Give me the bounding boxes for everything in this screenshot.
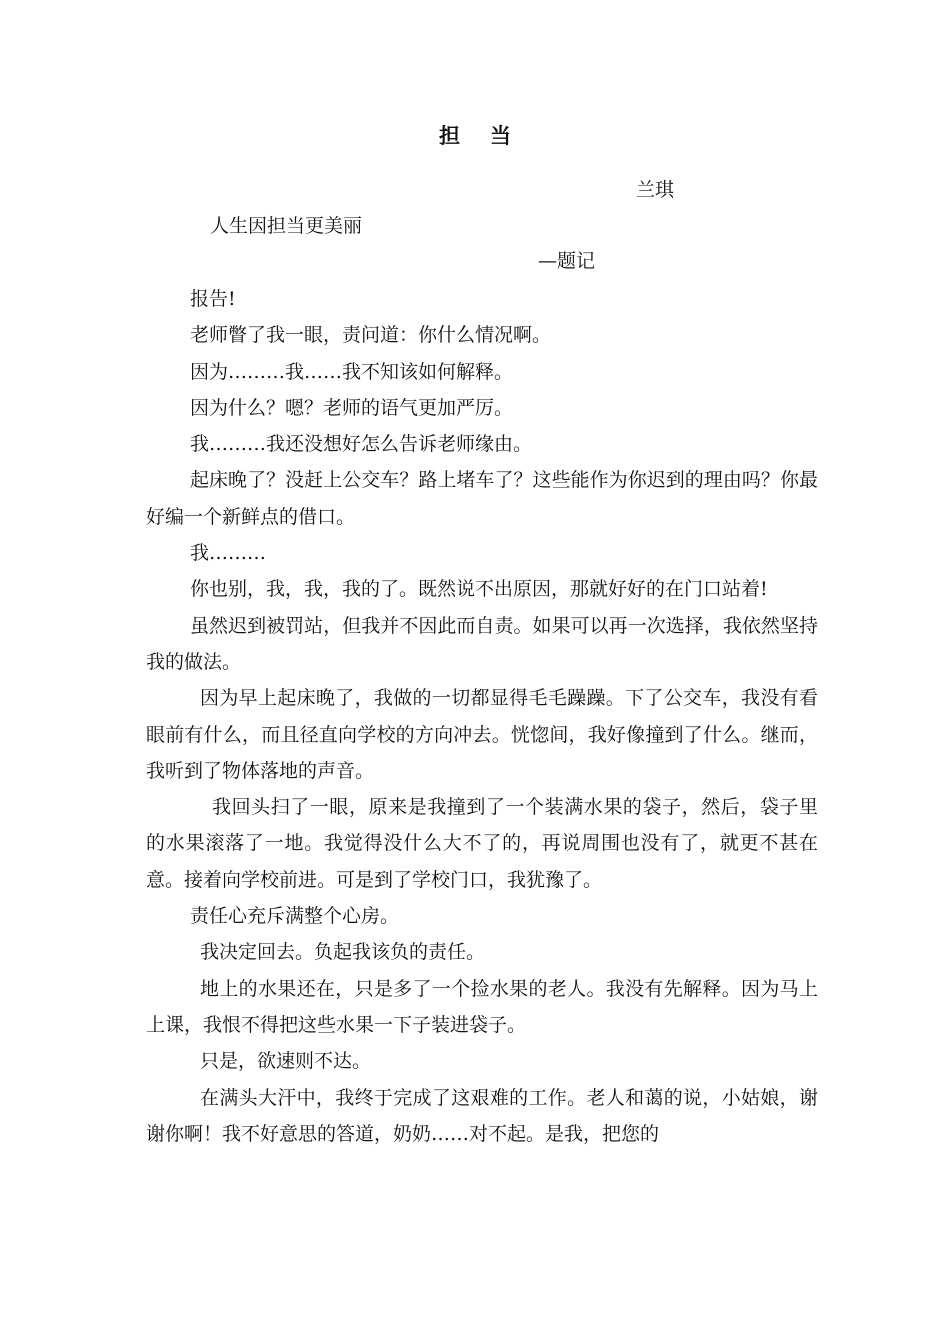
author-name: 兰琪 [636,179,675,201]
paragraph: 我回头扫了一眼，原来是我撞到了一个装满水果的袋子，然后，袋子里的水果滚落了一地。我觉得没什么大不了的，再说周围也没有了，就更不甚在意。接着向学校前进。可是到了学校门口，我犹豫了。 [146,796,818,891]
paragraph: 起床晚了？没赶上公交车？路上堵车了？这些能作为你迟到的理由吗？你最好编一个新鲜点的借口。 [146,469,818,528]
paragraph: 只是，欲速则不达。 [200,1050,372,1073]
paragraph: 我……… [190,542,267,565]
paragraph: 因为早上起床晚了，我做的一切都显得毛毛躁躁。下了公交车，我没有看眼前有什么，而且径直向学校的方向冲去。恍惚间，我好像撞到了什么。继而，我听到了物体落地的声音。 [146,687,818,782]
epigraph-source: —题记 [538,250,596,272]
article-title: 担当 [439,123,541,148]
paragraph: 你也别，我，我，我的了。既然说不出原因，那就好好的在门口站着! [190,578,768,601]
paragraph: 责任心充斥满整个心房。 [190,905,400,928]
paragraph: 我………我还没想好怎么告诉老师缘由。 [190,433,533,456]
article-body [146,281,818,1152]
paragraph: 我决定回去。负起我该负的责任。 [200,941,486,964]
paragraph: 因为………我……我不知该如何解释。 [190,360,514,383]
epigraph: 人生因担当更美丽 [210,215,363,237]
paragraph: 在满头大汗中，我终于完成了这艰难的工作。老人和蔼的说，小姑娘，谢谢你啊！我不好意思的答道，奶奶……对不起。是我，把您的 [146,1086,818,1145]
paragraph: 虽然迟到被罚站，但我并不因此而自责。如果可以再一次选择，我依然坚持我的做法。 [146,614,818,673]
paragraph: 因为什么？嗯？老师的语气更加严厉。 [190,396,514,419]
paragraph: 报告! [190,288,236,310]
paragraph: 地上的水果还在，只是多了一个捡水果的老人。我没有先解释。因为马上上课，我恨不得把这些水果一下子装进袋子。 [146,977,818,1036]
paragraph: 老师瞥了我一眼，责问道：你什么情况啊。 [190,324,552,347]
